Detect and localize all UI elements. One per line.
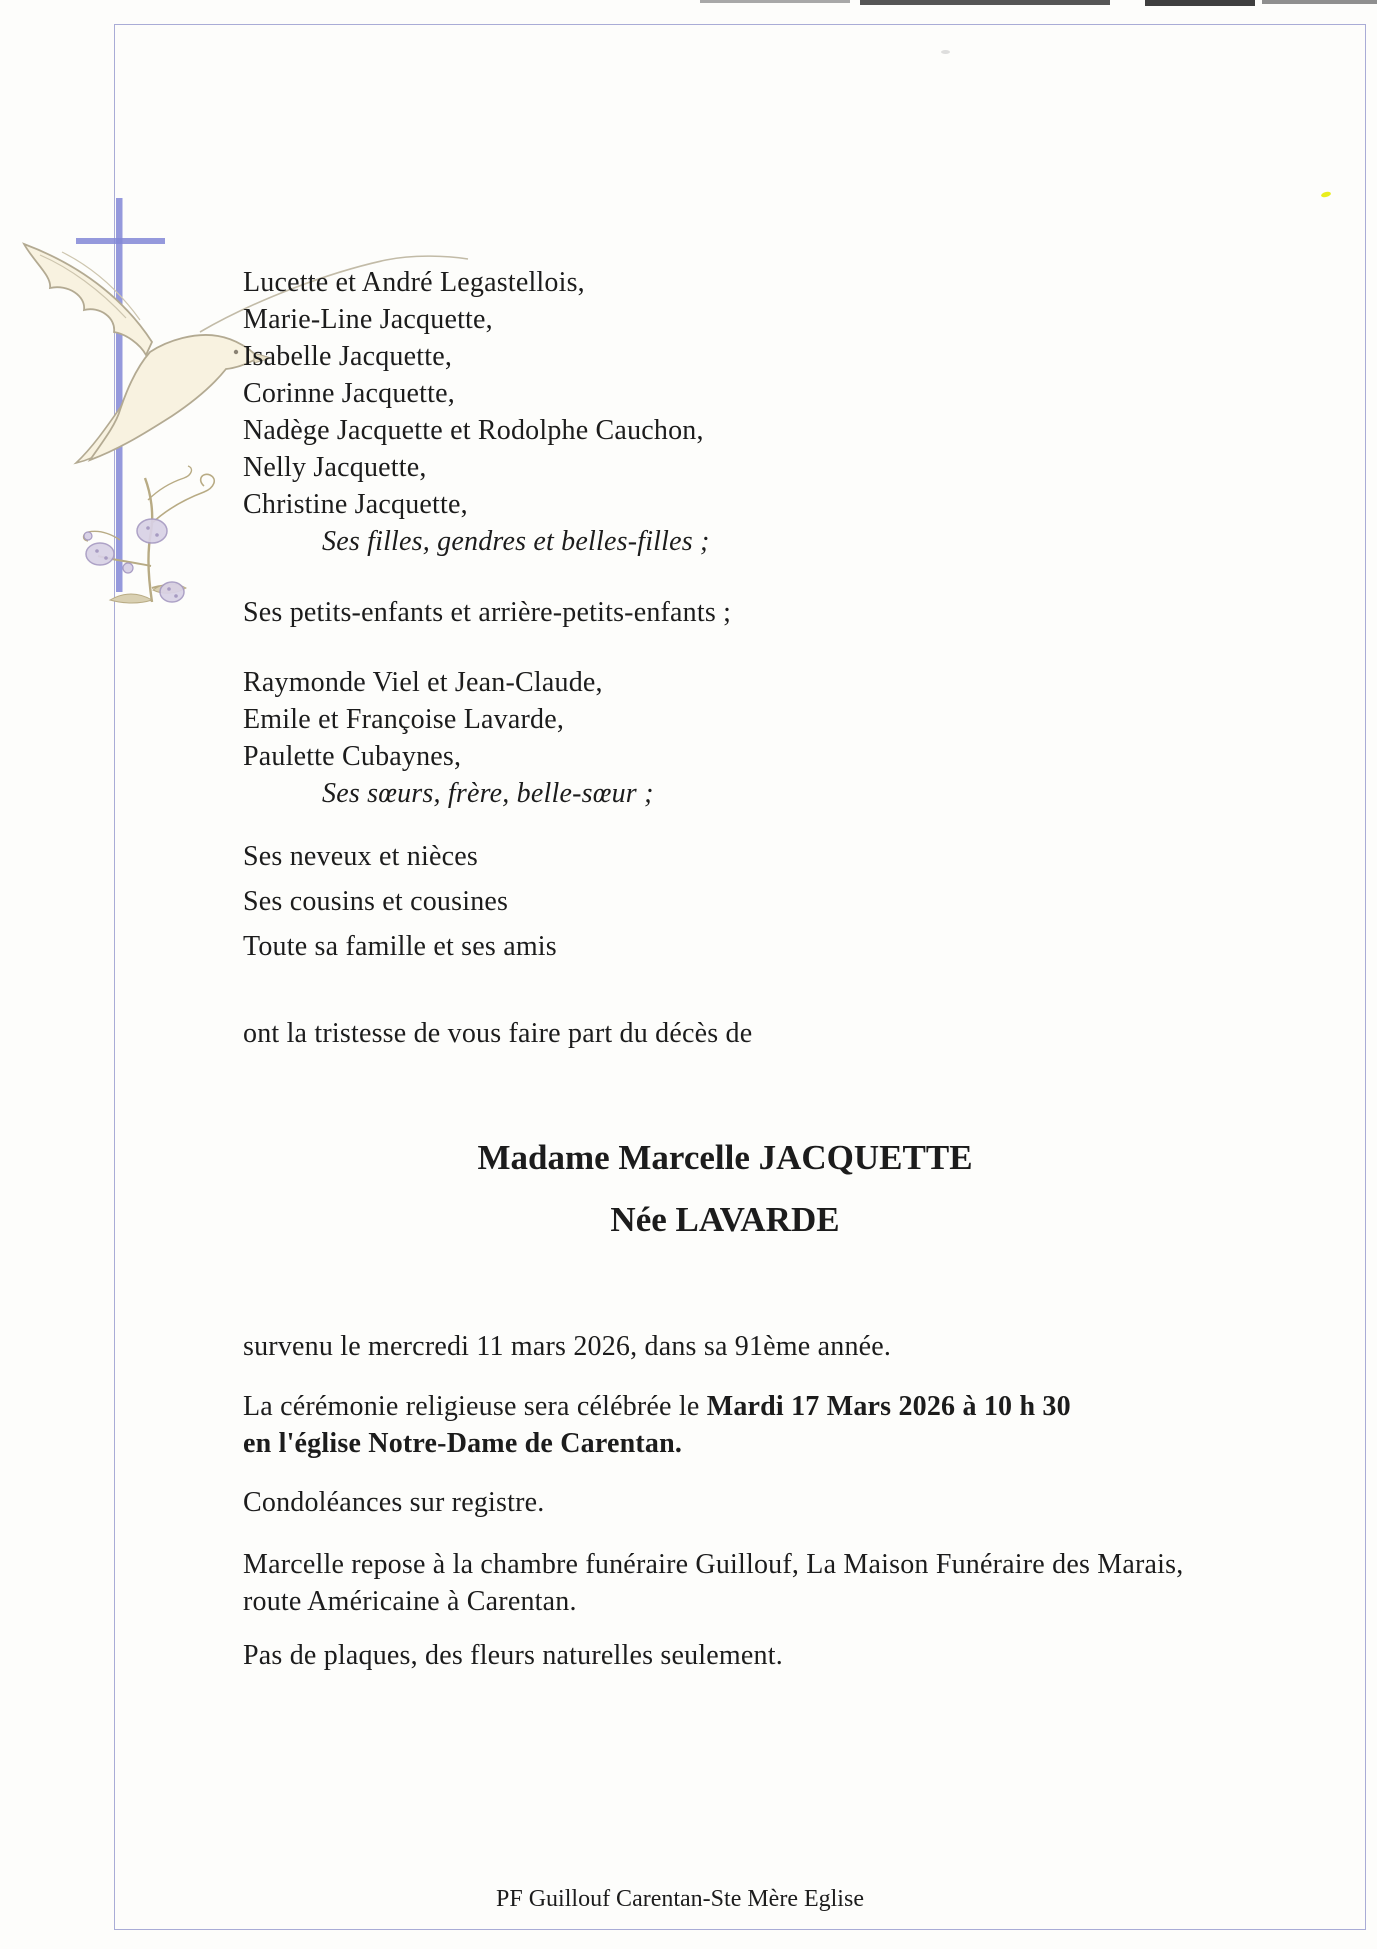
family-line: Nelly Jacquette, [243, 452, 427, 483]
relation-line: Ses filles, gendres et belles-filles ; [322, 526, 710, 557]
daughters-block [243, 264, 710, 560]
announcement-line: ont la tristesse de vous faire part du décès de [243, 1018, 753, 1049]
family-line: Christine Jacquette, [243, 489, 468, 520]
flower-sprig-icon [84, 466, 215, 603]
ceremony-datetime: Mardi 17 Mars 2026 à 10 h 30 [706, 1391, 1071, 1422]
other-family-block [243, 834, 557, 969]
scanner-artifact [860, 0, 1110, 5]
relation-line: Ses sœurs, frère, belle-sœur ; [322, 778, 654, 809]
ceremony-block [243, 1388, 1071, 1462]
family-line: Ses neveux et nièces [243, 841, 478, 872]
scanner-artifact [1145, 0, 1255, 6]
family-line: Marie-Line Jacquette, [243, 304, 493, 335]
family-line: Lucette et André Legastellois, [243, 267, 585, 298]
maiden-name: Née LAVARDE [610, 1200, 840, 1239]
scanner-artifact [1262, 0, 1377, 4]
family-line: Toute sa famille et ses amis [243, 931, 557, 962]
repose-block [243, 1546, 1183, 1620]
condolences-line: Condoléances sur registre. [243, 1487, 545, 1518]
death-date-line: survenu le mercredi 11 mars 2026, dans sa 91ème année. [243, 1331, 892, 1362]
siblings-block [243, 664, 654, 812]
grandchildren-line: Ses petits-enfants et arrière-petits-enfants ; [243, 597, 732, 628]
family-line: Ses cousins et cousines [243, 886, 509, 917]
scanner-artifact [700, 0, 850, 3]
footer-line: PF Guillouf Carentan-Ste Mère Eglise [496, 1886, 864, 1912]
flowers-line: Pas de plaques, des fleurs naturelles seulement. [243, 1640, 783, 1671]
family-line: Nadège Jacquette et Rodolphe Cauchon, [243, 415, 704, 446]
ceremony-prefix: La cérémonie religieuse sera célébrée le [243, 1391, 707, 1422]
deceased-name: Madame Marcelle JACQUETTE [477, 1138, 973, 1177]
repose-line: route Américaine à Carentan. [243, 1586, 577, 1617]
ceremony-line [243, 1388, 1071, 1425]
repose-line: Marcelle repose à la chambre funéraire Guillouf, La Maison Funéraire des Marais, [243, 1549, 1184, 1580]
family-line: Corinne Jacquette, [243, 378, 455, 409]
ceremony-location: en l'église Notre-Dame de Carentan. [243, 1428, 683, 1459]
family-line: Raymonde Viel et Jean-Claude, [243, 667, 603, 698]
family-line: Emile et Françoise Lavarde, [243, 704, 565, 735]
family-line: Paulette Cubaynes, [243, 741, 462, 772]
family-line: Isabelle Jacquette, [243, 341, 453, 372]
